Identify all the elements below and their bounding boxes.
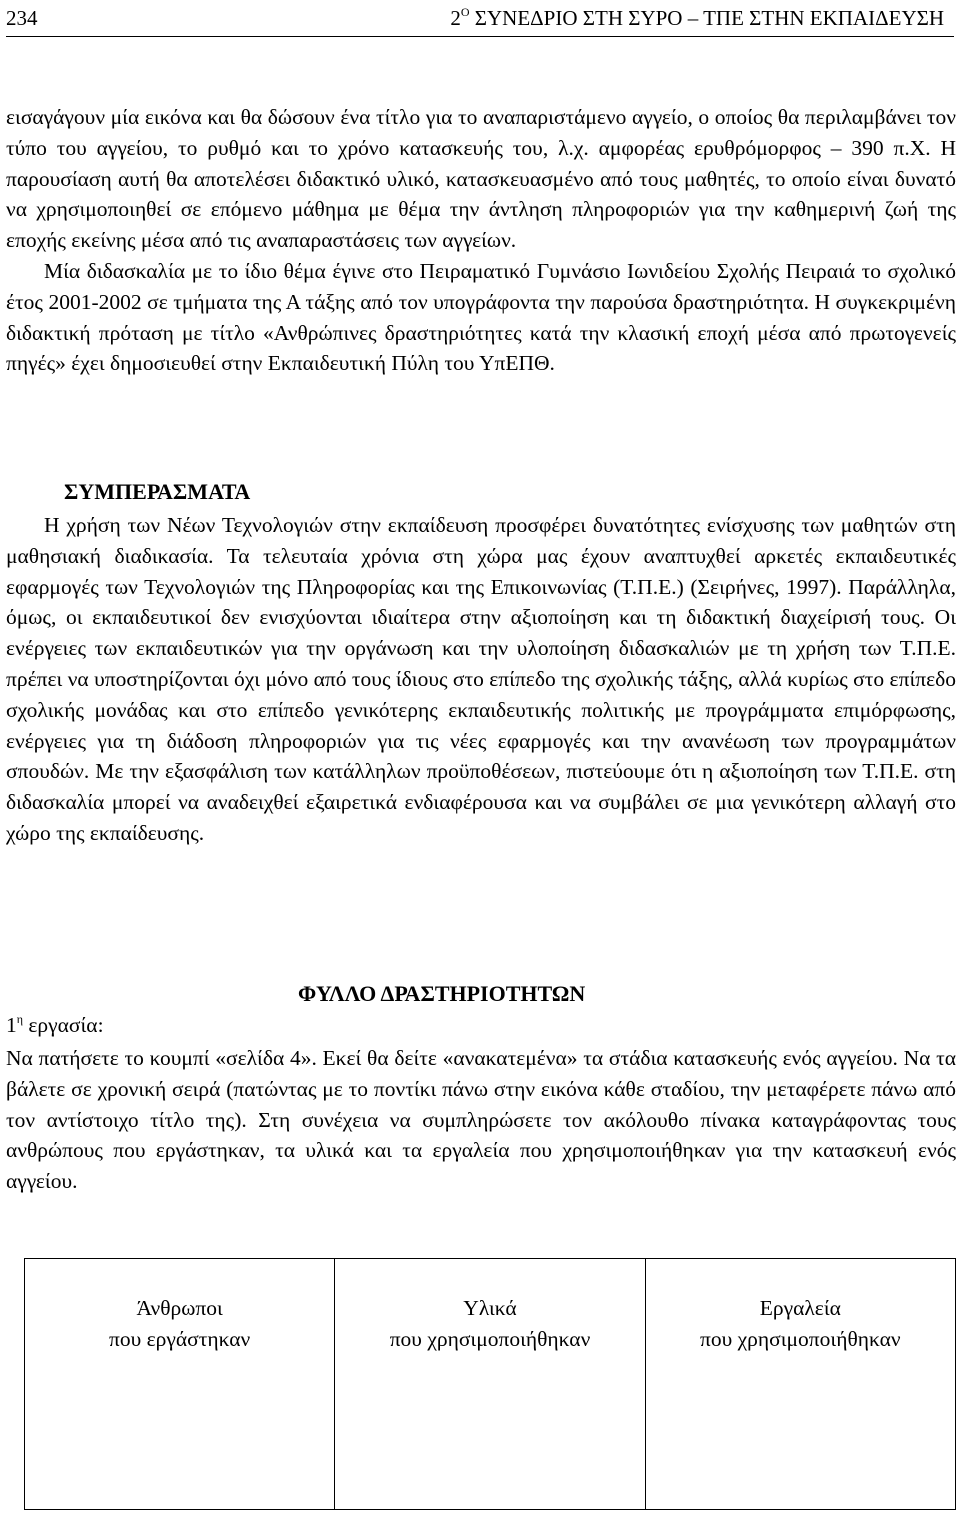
table-header-line: που χρησιμοποιήθηκαν	[389, 1327, 591, 1351]
worksheet-heading	[298, 981, 585, 1007]
table-header-line: Άνθρωποι	[136, 1296, 223, 1320]
page-header	[6, 4, 954, 38]
intro-paragraph-2: Μία διδασκαλία με το ίδιο θέμα έγινε στο Πειραματικό Γυμνάσιο Ιωνιδείου Σχολής Πειραιά το σχολικό έτος 2001-2002 σε τμήματα της Α τάξης από τον υπογράφοντα την παρούσα δραστηριότητα. Η συγκεκριμένη διδακτική πρόταση με τίτλο «Ανθρώπινες δραστηριότητες κατά την κλασική εποχή μέσα από πρωτογενείς πηγές» έχει δημοσιευθεί στην Εκπαιδευτική Πύλη του ΥπΕΠΘ.	[6, 258, 956, 376]
task-superscript: η	[16, 1012, 24, 1026]
task-section	[6, 1043, 956, 1197]
table-header-line: που χρησιμοποιήθηκαν	[700, 1327, 901, 1351]
task-paragraph: Να πατήσετε το κουμπί «σελίδα 4». Εκεί θα δείτε «ανακατεμένα» τα στάδια κατασκευής ενός αγγείου. Να τα βάλετε σε χρονική σειρά (πατώντας με το ποντίκι πάνω στην εικόνα κάθε σταδίου, την μεταφέρετε πάνω από τον αντίστοιχο τίτλο της). Στη συνέχεια να συμπληρώσετε τον ακόλουθο πίνακα καταγράφοντας τους ανθρώπους που εργάστηκαν, τα υλικά και τα εργαλεία που χρησιμοποιήθηκαν για την κατασκευή ενός αγγείου.	[6, 1046, 956, 1194]
running-title-text: ΣΥΝΕΔΡΙΟ ΣΤΗ ΣΥΡΟ – ΤΠΕ ΣΤΗΝ ΕΚΠΑΙΔΕΥΣΗ	[469, 6, 944, 30]
task-label	[6, 1013, 104, 1038]
intro-paragraph-1: εισαγάγουν μία εικόνα και θα δώσουν ένα τίτλο για το αναπαριστάμενο αγγείο, ο οποίος θα περιλαμβάνει τον τύπο του αγγείου, το ρυθμό και το χρόνο κατασκευής του, λ.χ. αμφορέας ερυθρόμορφος – 390 π.Χ. Η παρουσίαση αυτή θα αποτελέσει διδακτικό υλικό, κατασκευασμένο από τους μαθητές, το οποίο είναι δυνατό να χρησιμοποιηθεί σε επόμενο μάθημα με θέμα την άντληση πληροφοριών για την καθημερινή ζωή της εποχής εκείνης μέσα από τις αναπαραστάσεις των αγγείων.	[6, 105, 956, 253]
table-header-line: Εργαλεία	[759, 1296, 841, 1320]
table-header-tools	[646, 1293, 955, 1355]
table-column-people	[25, 1259, 334, 1509]
table-header-materials	[335, 1293, 644, 1355]
running-title-superscript: Ο	[460, 5, 470, 19]
task-word: εργασία:	[23, 1013, 104, 1037]
worksheet-heading-text: ΦΥΛΛΟ ΔΡΑΣΤΗΡΙΟΤΗΤΩΝ	[298, 981, 586, 1006]
task-number: 1	[6, 1013, 17, 1037]
conclusions-paragraph: Η χρήση των Νέων Τεχνολογιών στην εκπαίδευση προσφέρει δυνατότητες ενίσχυσης των μαθητών στη μαθησιακή διαδικασία. Τα τελευταία χρόνια στη χώρα μας έχουν αναπτυχθεί αρκετές εκπαιδευτικές εφαρμογές των Τεχνολογιών της Πληροφορίας και της Επικοινωνίας (Τ.Π.Ε.) (Σειρήνες, 1997). Παράλληλα, όμως, οι εκπαιδευτικοί δεν ενισχύονται ιδιαίτερα στην αξιοποίηση και τη διδακτική διαχείρισή τους. Οι ενέργειες των εκπαιδευτικών για την οργάνωση και την υλοποίηση διδασκαλιών με τη χρήση των Τ.Π.Ε. πρέπει να υποστηρίζονται όχι μόνο από τους ίδιους στο επίπεδο της σχολικής τάξης, αλλά κυρίως στο επίπεδο σχολικής μονάδας και στο επίπεδο γενικότερης εκπαιδευτικής πολιτικής με προγράμματα επιμόρφωσης, ενέργειες για τη διάδοση πληροφοριών για τις νέες εφαρμογές και την ανανέωση των προγραμμάτων σπουδών. Με την εξασφάλιση των κατάλληλων προϋποθέσεων, πιστεύουμε ότι η αξιοποίηση των Τ.Π.Ε. στη διδασκαλία μπορεί να αναδειχθεί εξαιρετικά ενδιαφέρουσα και να συμβάλει σε μια γενικότερη αλλαγή στο χώρο της εκπαίδευσης.	[6, 513, 956, 845]
table-header-people	[25, 1293, 334, 1355]
header-rule	[6, 36, 954, 37]
table-header-line: Υλικά	[463, 1296, 517, 1320]
conclusions-section	[6, 510, 956, 849]
running-title-prefix: 2	[450, 6, 461, 30]
worksheet-table	[24, 1258, 956, 1510]
page-number: 234	[6, 6, 38, 30]
running-title	[450, 6, 944, 31]
intro-section	[6, 102, 956, 379]
table-column-tools	[645, 1259, 955, 1509]
table-header-line: που εργάστηκαν	[109, 1327, 251, 1351]
table-column-materials	[334, 1259, 644, 1509]
conclusions-heading: ΣΥΜΠΕΡΑΣΜΑΤΑ	[64, 479, 251, 504]
